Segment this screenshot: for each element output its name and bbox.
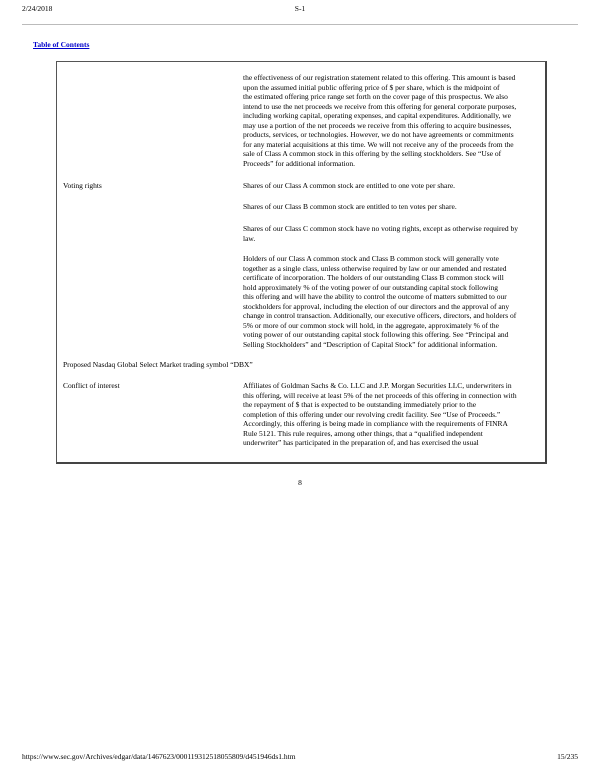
row-paragraph	[243, 202, 543, 212]
document-title: S-1	[294, 4, 306, 13]
text-line: the estimated offering price range set forth on the cover page of this prospectus. We also	[243, 92, 508, 101]
row-paragraph	[243, 254, 543, 349]
text-line: this offering and will have the ability to control the outcome of matters submitted to our	[243, 292, 507, 301]
text-line: Affiliates of Goldman Sachs & Co. LLC and J.P. Morgan Securities LLC, underwriters in	[243, 381, 512, 390]
row-paragraph	[243, 181, 543, 191]
text-line: Shares of our Class C common stock have no voting rights, except as otherwise required by	[243, 224, 518, 233]
text-line: Shares of our Class B common stock are entitled to ten votes per share.	[243, 202, 457, 211]
text-line: sale of Class A common stock in this offering by the selling stockholders. See “Use of	[243, 149, 502, 158]
row-label: Voting rights	[63, 181, 102, 190]
print-date: 2/24/2018	[22, 4, 53, 13]
text-line: completion of this offering under our revolving credit facility. See “Use of Proceeds.”	[243, 409, 501, 419]
text-line: for any material acquisitions at this time. We will not receive any of the proceeds from the	[243, 139, 514, 149]
text-line: Shares of our Class A common stock are entitled to one vote per share.	[243, 181, 456, 190]
text-line: Holders of our Class A common stock and Class B common stock will generally vote	[243, 254, 499, 263]
row-label: Conflict of interest	[63, 381, 120, 390]
footer-url: https://www.sec.gov/Archives/edgar/data/1467623/000119312518055809/d451946ds1.htm	[22, 752, 296, 761]
text-line: Accordingly, this offering is being made in compliance with the requirements of FINRA	[243, 419, 508, 428]
text-line: Selling Stockholders” and “Description of Capital Stock” for additional information.	[243, 339, 498, 349]
text-line: together as a single class, unless otherwise required by law or our amended and restated	[243, 263, 507, 273]
footer-page-count: 15/235	[557, 752, 578, 761]
text-line: stockholders for approval, including the election of our directors and the approval of any	[243, 301, 510, 311]
text-line: the repayment of $ that is expected to be outstanding immediately prior to the	[243, 400, 477, 409]
text-line: voting power of our outstanding capital stock following this offering. See “Principal and	[243, 330, 509, 339]
row-paragraph	[243, 381, 543, 448]
text-line: Proceeds” for additional information.	[243, 158, 356, 168]
text-line: hold approximately % of the voting power of our outstanding capital stock following	[243, 282, 498, 292]
text-line: upon the assumed initial public offering price of $ per share, which is the midpoint of	[243, 82, 500, 92]
text-line: Rule 5121. This rule requires, among other things, that a “qualified independent	[243, 428, 483, 438]
offering-summary-table	[56, 61, 547, 464]
text-line: products, services, or technologies. However, we do not have agreements or commitments	[243, 130, 514, 139]
text-line: change in control transaction. Additionally, our executive officers, directors, and holders of	[243, 311, 517, 320]
text-line: the effectiveness of our registration statement related to this offering. This amount is based	[243, 73, 516, 82]
text-line: this offering, will receive at least 5% of the net proceeds of this offering in connection with	[243, 390, 517, 400]
page-number: 8	[298, 478, 302, 487]
row-paragraph	[243, 224, 543, 243]
text-line: may use a portion of the net proceeds we receive from this offering to acquire businesses,	[243, 120, 512, 130]
text-line: including working capital, operating expenses, and capital expenditures. Additionally, we	[243, 111, 511, 120]
text-line: law.	[243, 233, 256, 243]
table-of-contents-link[interactable]: Table of Contents	[33, 40, 90, 49]
row-label: Proposed Nasdaq Global Select Market trading symbol “DBX”	[63, 360, 253, 369]
header-divider	[22, 24, 578, 25]
text-line: underwriter” has participated in the preparation of, and has exercised the usual	[243, 438, 479, 447]
text-line: certificate of incorporation. The holders of our outstanding Class B common stock will	[243, 273, 504, 282]
text-line: 5% or more of our common stock will hold, in the aggregate, approximately % of the	[243, 320, 499, 330]
row-paragraph	[243, 73, 543, 168]
text-line: intend to use the net proceeds we receive from this offering for general corporate purposes,	[243, 101, 517, 111]
